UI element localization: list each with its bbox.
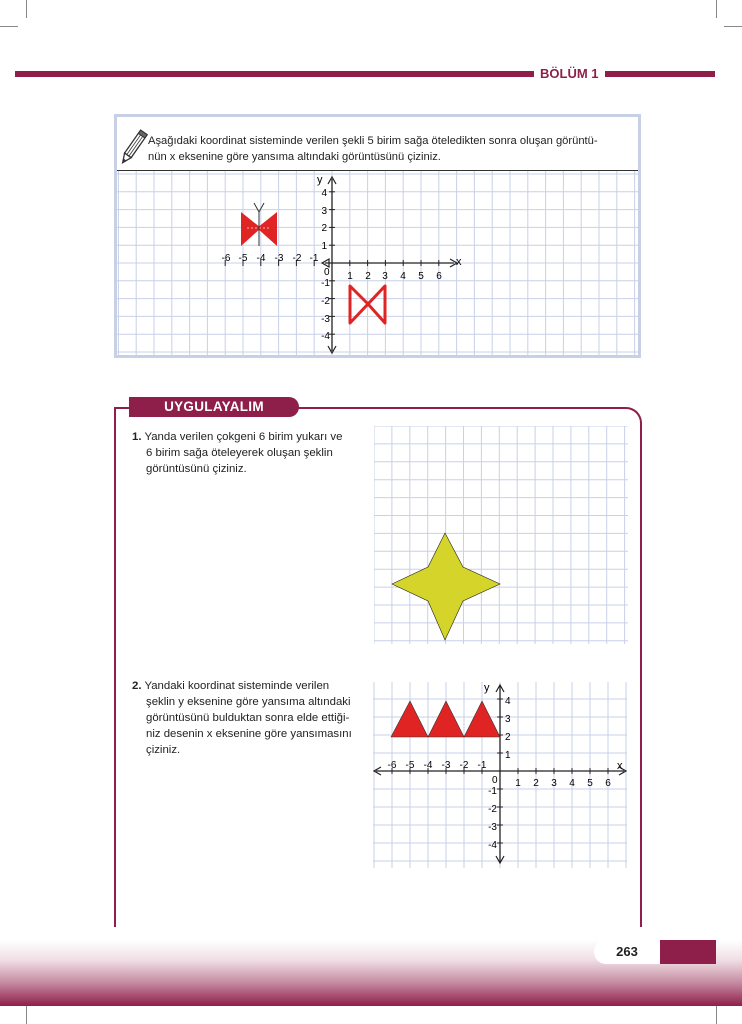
y-tick-label: -4 [488,840,497,851]
origin-label: 0 [324,267,330,278]
y-tick-label: 4 [321,188,327,199]
x-tick-label: -5 [405,760,415,771]
x-axis [322,259,457,267]
question-2 [132,678,368,758]
x-tick-label: 2 [533,778,539,789]
x-tick-label: 3 [551,778,557,789]
y-tick-label: 2 [505,732,511,743]
question-number: 2. [132,680,142,692]
x-tick-label: -6 [221,253,231,264]
y-tick-label: 2 [321,223,327,234]
example-instructions [148,133,628,165]
question-2-line-4: niz desenin x eksenine göre yansımasını [146,728,352,740]
question-2-line-5: çiziniz. [146,744,181,756]
y-axis-label: y [317,174,323,186]
x-tick-label: 1 [347,271,353,282]
practice-section-title: UYGULAYALIM [129,397,299,417]
header-rule [15,71,715,77]
x-tick-label: 3 [382,271,388,282]
x-tick-label: 6 [436,271,442,282]
example-line-2: nün x eksenine göre yansıma altındaki görüntüsünü çiziniz. [148,151,441,163]
y-tick-label: -1 [488,786,497,797]
x-tick-label: 4 [569,778,575,789]
page-number-tab [660,940,716,964]
crop-mark [716,0,717,18]
y-tick-label: -1 [321,278,330,289]
triangle [464,701,500,737]
x-tick-label: -3 [274,253,284,264]
x-tick-label: -4 [423,760,433,771]
x-tick-label: 6 [605,778,611,789]
question-2-line-3: görüntüsünü bulduktan sonra elde ettiği- [146,712,350,724]
question-1-grid [374,426,628,644]
y-tick-label: -2 [321,296,330,307]
x-axis-label: x [617,760,623,772]
y-tick-label: 4 [505,696,511,707]
crop-mark [26,0,27,18]
x-tick-label: -3 [441,760,451,771]
y-tick-label: -3 [321,314,330,325]
y-tick-label: 3 [321,206,327,217]
four-pointed-star-polygon [392,533,500,640]
x-tick-label: 5 [418,271,424,282]
question-number: 1. [132,431,142,443]
x-tick-label: -2 [459,760,469,771]
x-tick-label: 4 [400,271,406,282]
example-coordinate-grid [117,171,638,355]
question-1-line-2: 6 birim sağa öteleyerek oluşan şeklin [146,447,333,459]
x-tick-label: -1 [309,253,319,264]
y-tick-label: -3 [488,822,497,833]
question-2-coordinate-grid [373,682,627,868]
y-tick-label: 1 [321,241,327,252]
x-tick-label: -5 [238,253,248,264]
origin-label: 0 [492,775,498,786]
section-label: BÖLÜM 1 [534,66,605,82]
example-line-1: Aşağıdaki koordinat sisteminde verilen şekli 5 birim sağa öteledikten sonra oluşan görüntü- [148,135,598,147]
x-tick-label: -4 [256,253,266,264]
pencil-icon [118,127,148,169]
y-tick-label: -2 [488,804,497,815]
crop-mark [0,26,18,27]
question-2-line-2: şeklin y eksenine göre yansıma altındaki [146,696,351,708]
x-tick-label: 5 [587,778,593,789]
x-tick-label: 2 [365,271,371,282]
crop-mark [724,26,742,27]
grid-lines [374,426,628,644]
crop-mark [26,1006,27,1024]
y-tick-label: -4 [321,331,330,342]
y-axis-label: y [484,682,490,694]
question-1-line-3: görüntüsünü çiziniz. [146,463,247,475]
triangle [428,701,464,737]
x-tick-label: -2 [292,253,302,264]
y-tick-label: 3 [505,714,511,725]
question-2-line-1: Yandaki koordinat sisteminde verilen [144,680,330,692]
x-tick-label: -1 [477,760,487,771]
question-1-line-1: Yanda verilen çokgeni 6 birim yukarı ve [144,431,343,443]
page-number: 263 [594,940,660,964]
x-axis-label: x [456,256,462,268]
x-tick-label: -6 [387,760,397,771]
triangle [391,701,428,737]
x-tick-label: 1 [515,778,521,789]
question-1 [132,429,372,477]
y-tick-label: 1 [505,750,511,761]
crop-mark [716,1006,717,1024]
y-axis [496,685,504,863]
